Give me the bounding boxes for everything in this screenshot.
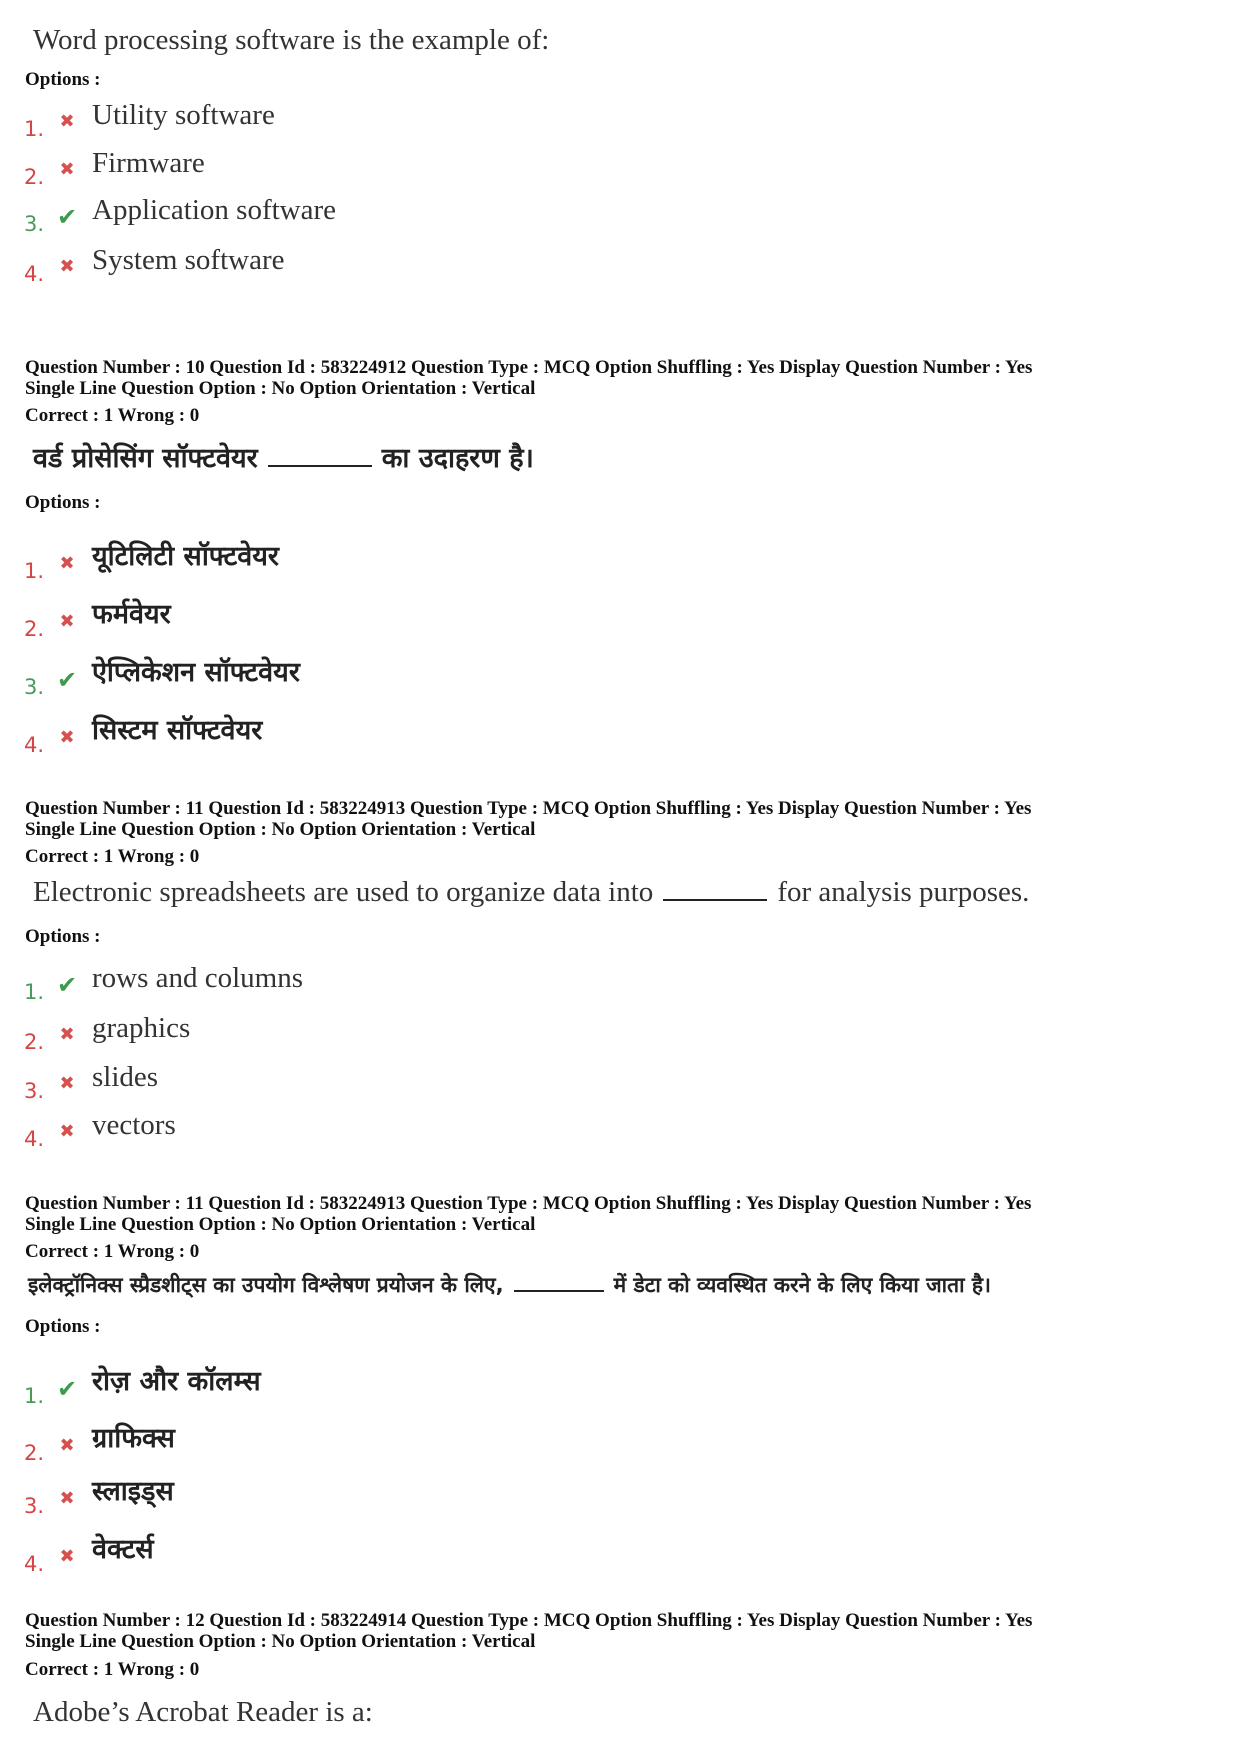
cross-icon: ✖ [59, 1024, 75, 1045]
question-text-part: for analysis purposes. [777, 876, 1030, 908]
option-text: वेक्टर्स [92, 1534, 154, 1565]
option-number: 2. [24, 1441, 45, 1465]
option-number: 3. [24, 1079, 45, 1103]
option-item [0, 1366, 900, 1418]
option-text: slides [92, 1061, 159, 1093]
option-item [0, 1476, 900, 1528]
option-number: 1. [24, 1384, 45, 1408]
option-number: 2. [24, 617, 45, 641]
option-text: vectors [92, 1109, 176, 1141]
check-icon: ✔ [56, 666, 78, 694]
cross-icon: ✖ [59, 1546, 75, 1567]
option-text: Application software [92, 194, 337, 226]
question-text-part: का उदाहरण है। [381, 443, 534, 474]
question-text: Adobe’s Acrobat Reader is a: [33, 1696, 373, 1728]
question-marks-line: Correct : 1 Wrong : 0 [25, 1659, 200, 1680]
check-icon: ✔ [56, 1375, 78, 1403]
option-item [0, 194, 900, 246]
options-label: Options : [25, 69, 101, 90]
option-text: graphics [92, 1012, 191, 1044]
question-text-part: Electronic spreadsheets are used to organize data into [33, 876, 654, 908]
cross-icon: ✖ [59, 1435, 75, 1456]
option-number: 1. [24, 980, 45, 1004]
cross-icon: ✖ [59, 611, 75, 632]
question-marks-line: Correct : 1 Wrong : 0 [25, 1241, 200, 1262]
option-text: यूटिलिटी सॉफ्टवेयर [92, 541, 279, 572]
option-number: 4. [24, 1552, 45, 1576]
question-text [28, 1267, 991, 1303]
options-label: Options : [25, 1316, 101, 1337]
option-number: 4. [24, 733, 45, 757]
cross-icon: ✖ [59, 256, 75, 277]
option-item [0, 715, 900, 767]
options-label: Options : [25, 926, 101, 947]
question-meta-line: Single Line Question Option : No Option Orientation : Vertical [25, 1214, 536, 1235]
answer-blank [268, 443, 372, 467]
option-text: rows and columns [92, 962, 304, 994]
option-number: 3. [24, 675, 45, 699]
question-text [33, 441, 534, 477]
option-item [0, 541, 900, 593]
option-text: स्लाइड्स [92, 1476, 174, 1507]
option-item [0, 1423, 900, 1475]
option-number: 4. [24, 262, 45, 286]
option-text: रोज़ और कॉलम्स [92, 1366, 261, 1397]
question-text-part: वर्ड प्रोसेसिंग सॉफ्टवेयर [33, 443, 258, 474]
option-number: 2. [24, 1030, 45, 1054]
question-meta-line: Question Number : 10 Question Id : 583224912 Question Type : MCQ Option Shuffling : Yes Display Question Number : Yes [25, 357, 1033, 378]
cross-icon: ✖ [59, 1488, 75, 1509]
option-text: System software [92, 244, 285, 276]
question-meta-line: Single Line Question Option : No Option Orientation : Vertical [25, 1631, 536, 1652]
option-item [0, 657, 900, 709]
option-number: 1. [24, 559, 45, 583]
answer-blank [663, 877, 767, 901]
option-item [0, 99, 900, 151]
option-text: Utility software [92, 99, 275, 131]
option-text: Firmware [92, 147, 205, 179]
question-text: Word processing software is the example of: [33, 24, 550, 56]
question-text-part: इलेक्ट्रॉनिक्स स्प्रैडशीट्स का उपयोग विश्लेषण प्रयोजन के लिए, [28, 1273, 504, 1297]
cross-icon: ✖ [59, 553, 75, 574]
question-text [33, 874, 1029, 910]
option-number: 2. [24, 165, 45, 189]
option-number: 3. [24, 212, 45, 236]
question-meta-line: Question Number : 11 Question Id : 583224913 Question Type : MCQ Option Shuffling : Yes Display Question Number : Yes [25, 1193, 1032, 1214]
question-marks-line: Correct : 1 Wrong : 0 [25, 846, 200, 867]
option-number: 1. [24, 117, 45, 141]
option-item [0, 599, 900, 651]
cross-icon: ✖ [59, 1121, 75, 1142]
option-item [0, 244, 900, 296]
option-number: 4. [24, 1127, 45, 1151]
option-text: फर्मवेयर [92, 599, 171, 630]
question-meta-line: Question Number : 11 Question Id : 583224913 Question Type : MCQ Option Shuffling : Yes Display Question Number : Yes [25, 798, 1032, 819]
question-meta-line: Question Number : 12 Question Id : 583224914 Question Type : MCQ Option Shuffling : Yes Display Question Number : Yes [25, 1610, 1033, 1631]
cross-icon: ✖ [59, 159, 75, 180]
answer-blank [514, 1268, 604, 1292]
option-item [0, 1012, 900, 1064]
check-icon: ✔ [56, 203, 78, 231]
question-marks-line: Correct : 1 Wrong : 0 [25, 405, 200, 426]
options-label: Options : [25, 492, 101, 513]
option-item [0, 962, 900, 1014]
option-item [0, 1109, 900, 1161]
check-icon: ✔ [56, 971, 78, 999]
cross-icon: ✖ [59, 727, 75, 748]
cross-icon: ✖ [59, 1073, 75, 1094]
question-text-part: में डेटा को व्यवस्थित करने के लिए किया जाता है। [613, 1273, 991, 1297]
option-text: ऐप्लिकेशन सॉफ्टवेयर [92, 657, 300, 688]
option-text: ग्राफिक्स [92, 1423, 175, 1454]
question-meta-line: Single Line Question Option : No Option Orientation : Vertical [25, 819, 536, 840]
cross-icon: ✖ [59, 111, 75, 132]
option-item [0, 1534, 900, 1586]
question-meta-line: Single Line Question Option : No Option Orientation : Vertical [25, 378, 536, 399]
option-item [0, 1061, 900, 1113]
option-number: 3. [24, 1494, 45, 1518]
option-text: सिस्टम सॉफ्टवेयर [92, 715, 263, 746]
